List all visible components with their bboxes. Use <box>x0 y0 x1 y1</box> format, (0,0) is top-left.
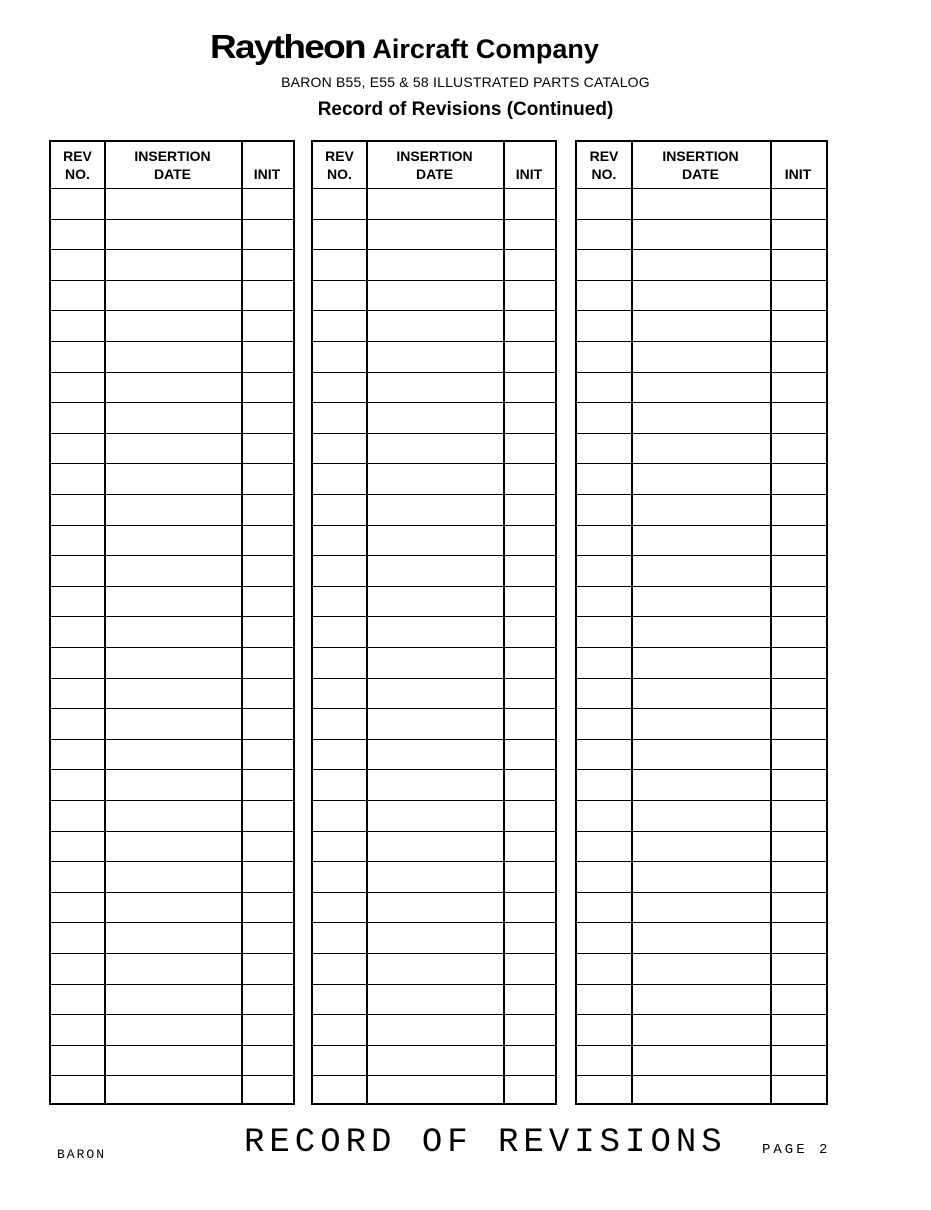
table-row-line <box>51 219 293 220</box>
column-divider <box>366 142 368 1103</box>
table-row-line <box>577 831 826 832</box>
table-row-line <box>51 1014 293 1015</box>
table-row-line <box>313 463 555 464</box>
table-row-line <box>313 769 555 770</box>
table-row-line <box>313 219 555 220</box>
table-row-line <box>313 433 555 434</box>
table-row-line <box>577 769 826 770</box>
table-row-line <box>313 647 555 648</box>
column-divider <box>770 142 772 1103</box>
brand-name: Raytheon <box>210 28 365 65</box>
column-divider <box>503 142 505 1103</box>
table-row-line <box>51 831 293 832</box>
table-row-line <box>51 525 293 526</box>
table-row-line <box>313 984 555 985</box>
table-row-line <box>577 708 826 709</box>
table-row-line <box>577 922 826 923</box>
table-row-line <box>51 341 293 342</box>
table-row-line <box>577 249 826 250</box>
table-row-line <box>313 1045 555 1046</box>
table-row-line <box>313 892 555 893</box>
table-row-line <box>577 1014 826 1015</box>
table-row-line <box>577 984 826 985</box>
column-divider <box>104 142 106 1103</box>
table-row-line <box>313 525 555 526</box>
table-row-line <box>577 341 826 342</box>
table-row-line <box>577 1045 826 1046</box>
table-row-line <box>577 616 826 617</box>
table-row-line <box>313 831 555 832</box>
revision-table-3 <box>575 140 828 1105</box>
table-row-line <box>51 861 293 862</box>
table-row-line <box>313 586 555 587</box>
page-title: Record of Revisions (Continued) <box>317 99 614 120</box>
table-row-line <box>577 525 826 526</box>
table-row-line <box>313 1014 555 1015</box>
table-row-line <box>51 280 293 281</box>
brand-logo <box>210 28 599 66</box>
table-row-line <box>313 402 555 403</box>
table-row-line <box>51 739 293 740</box>
table-row-line <box>577 402 826 403</box>
table-row-line <box>313 249 555 250</box>
table-row-line <box>313 678 555 679</box>
revision-table-2 <box>311 140 557 1105</box>
table-row-line <box>577 800 826 801</box>
table-row-line <box>51 678 293 679</box>
column-divider <box>631 142 633 1103</box>
header-divider <box>577 188 826 189</box>
table-row-line <box>51 555 293 556</box>
table-row-line <box>313 555 555 556</box>
header-divider <box>313 188 555 189</box>
table-row-line <box>313 922 555 923</box>
table-row-line <box>51 800 293 801</box>
column-divider <box>241 142 243 1103</box>
table-row-line <box>51 433 293 434</box>
table-row-line <box>51 494 293 495</box>
header-init: INIT <box>784 166 812 182</box>
header-init: INIT <box>515 166 543 182</box>
table-row-line <box>51 892 293 893</box>
table-row-line <box>577 678 826 679</box>
table-row-line <box>577 555 826 556</box>
table-row-line <box>313 310 555 311</box>
table-row-line <box>577 372 826 373</box>
table-row-line <box>51 372 293 373</box>
header-rev-no: REV NO. <box>325 148 354 182</box>
table-row-line <box>51 1045 293 1046</box>
footer-model: BARON <box>57 1147 107 1162</box>
table-row-line <box>577 647 826 648</box>
header-insertion-date: INSERTION DATE <box>396 148 473 182</box>
header-divider <box>51 188 293 189</box>
header-rev-no: REV NO. <box>63 148 92 182</box>
table-row-line <box>51 708 293 709</box>
table-row-line <box>51 769 293 770</box>
table-row-line <box>51 616 293 617</box>
table-row-line <box>313 953 555 954</box>
catalog-title: BARON B55, E55 & 58 ILLUSTRATED PARTS CATALOG <box>281 74 650 90</box>
table-row-line <box>577 861 826 862</box>
table-row-line <box>51 953 293 954</box>
table-row-line <box>51 463 293 464</box>
table-row-line <box>313 280 555 281</box>
table-row-line <box>577 310 826 311</box>
table-row-line <box>51 647 293 648</box>
table-row-line <box>313 708 555 709</box>
header-init: INIT <box>253 166 281 182</box>
table-row-line <box>313 861 555 862</box>
table-row-line <box>313 1075 555 1076</box>
footer-page-number: PAGE 2 <box>762 1142 831 1158</box>
table-row-line <box>51 1075 293 1076</box>
table-row-line <box>577 892 826 893</box>
header-insertion-date: INSERTION DATE <box>662 148 739 182</box>
table-row-line <box>51 310 293 311</box>
table-row-line <box>313 494 555 495</box>
header-insertion-date: INSERTION DATE <box>134 148 211 182</box>
table-row-line <box>51 984 293 985</box>
table-row-line <box>577 219 826 220</box>
brand-company: Aircraft Company <box>372 34 599 64</box>
table-row-line <box>313 739 555 740</box>
table-row-line <box>577 953 826 954</box>
table-row-line <box>313 372 555 373</box>
table-row-line <box>313 616 555 617</box>
table-row-line <box>313 800 555 801</box>
table-row-line <box>51 402 293 403</box>
table-row-line <box>577 739 826 740</box>
table-row-line <box>51 586 293 587</box>
table-row-line <box>51 922 293 923</box>
table-row-line <box>577 586 826 587</box>
table-row-line <box>577 463 826 464</box>
table-row-line <box>313 341 555 342</box>
table-row-line <box>577 494 826 495</box>
table-row-line <box>577 1075 826 1076</box>
table-row-line <box>577 280 826 281</box>
table-row-line <box>577 433 826 434</box>
footer-section-title: RECORD OF REVISIONS <box>244 1124 727 1162</box>
header-rev-no: REV NO. <box>589 148 619 182</box>
revision-table-1 <box>49 140 295 1105</box>
table-row-line <box>51 249 293 250</box>
